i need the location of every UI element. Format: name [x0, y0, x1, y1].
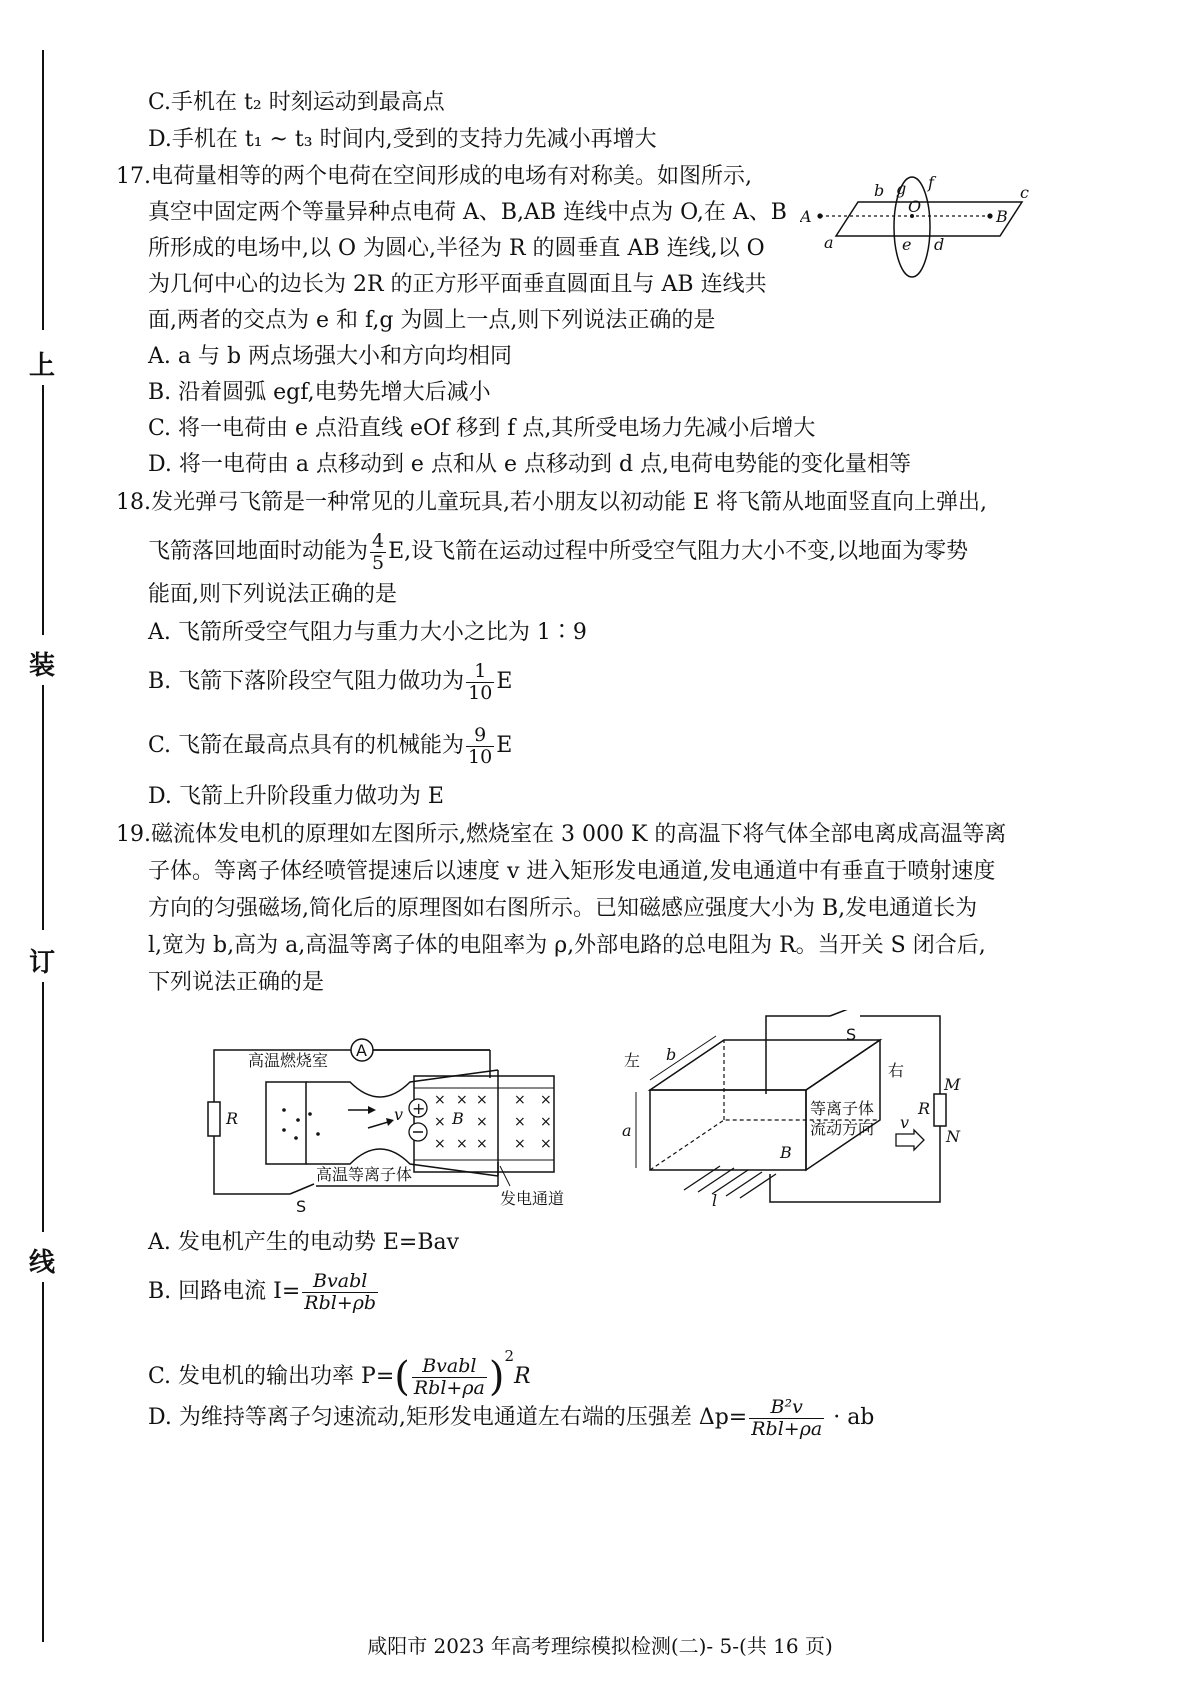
q17-option-d: D. 将一电荷由 a 点移动到 e 点和从 e 点移动到 d 点,电荷电势能的变化量相等 [148, 452, 912, 477]
q17-figure [800, 172, 1030, 282]
plus-sign: + [412, 1099, 426, 1118]
page-footer: 咸阳市 2023 年高考理综模拟检测(二)- 5-(共 16 页) [367, 1634, 833, 1658]
flow-arrow-1-head [368, 1106, 376, 1114]
q18-frac-4-5 [370, 531, 386, 574]
binding-line-5 [42, 1282, 44, 1642]
q19-option-b [148, 1268, 380, 1316]
q18-stem-2-pre: 飞箭落回地面时动能为 [148, 539, 369, 564]
frac-den: Rbl+ρa [413, 1376, 485, 1399]
frac-num: B²v [749, 1397, 824, 1419]
resistor-label: R [226, 1109, 239, 1128]
q19-right-figure [620, 1010, 980, 1210]
label-O: O [908, 197, 922, 216]
width-dimension [650, 1036, 716, 1080]
q18-option-b-pre: B. 飞箭下落阶段空气阻力做功为 [148, 669, 465, 694]
label-B: B [996, 207, 1008, 226]
binding-line-2 [42, 385, 44, 635]
gutter-char-shang: 上 [28, 351, 55, 381]
q19-option-a: A. 发电机产生的电动势 E=Bav [148, 1230, 460, 1255]
q16-option-c: C.手机在 t₂ 时刻运动到最高点 [148, 90, 445, 115]
gutter-char-xian: 线 [28, 1248, 55, 1278]
resistor-label: R [918, 1099, 931, 1118]
q19-stem-3: 方向的匀强磁场,简化后的原理图如右图所示。已知磁感应强度大小为 B,发电通道长为 [148, 896, 978, 921]
q19-stem-2: 子体。等离子体经喷管提速后以速度 v 进入矩形发电通道,发电通道中有垂直于喷射速度 [148, 859, 996, 884]
label-b: b [874, 181, 885, 200]
binding-line-4 [42, 982, 44, 1232]
q19-option-d [148, 1392, 874, 1444]
left-paren: ( [394, 1354, 410, 1400]
frac-num: 4 [372, 529, 385, 552]
right-paren: ) [488, 1354, 505, 1400]
frac-num: 1 [466, 661, 494, 683]
q17-stem-5: 面,两者的交点为 e 和 f,g 为圆上一点,则下列说法正确的是 [148, 308, 716, 333]
svg-text:×: × [514, 1092, 526, 1108]
q17-stem-1: 17.电荷量相等的两个电荷在空间形成的电场有对称美。如图所示, [116, 164, 752, 189]
label-g: g [896, 179, 907, 198]
channel-label: 发电通道 [500, 1189, 565, 1208]
q17-stem-2: 真空中固定两个等量异种点电荷 A、B,AB 连线中点为 O,在 A、B [148, 200, 787, 225]
q19-b-fraction [302, 1271, 378, 1314]
q19-stem-4: l,宽为 b,高为 a,高温等离子体的电阻率为 ρ,外部电路的总电阻为 R。当开关 S 闭合后, [148, 933, 986, 958]
svg-text:×: × [456, 1136, 468, 1152]
velocity-label: v [900, 1113, 910, 1132]
gutter-char-ding: 订 [28, 948, 55, 978]
ammeter-label: A [356, 1041, 367, 1060]
switch-label: S [296, 1197, 307, 1212]
velocity-label: v [394, 1105, 404, 1124]
field-label: B [452, 1109, 464, 1128]
q18-stem-3: 能面,则下列说法正确的是 [148, 582, 397, 607]
label-N: N [946, 1127, 960, 1146]
q19-stem-1: 19.磁流体发电机的原理如左图所示,燃烧室在 3 000 K 的高温下将气体全部电离成高温等离 [116, 822, 1007, 847]
svg-text:×: × [476, 1136, 488, 1152]
flow-arrow-2 [368, 1122, 388, 1128]
frac-den: Rbl+ρa [751, 1417, 823, 1440]
label-M: M [944, 1075, 961, 1094]
frac-den: 5 [372, 551, 385, 574]
q18-stem-2-post: E,设飞箭在运动过程中所受空气阻力大小不变,以地面为零势 [388, 539, 969, 564]
channel-pointer [500, 1166, 510, 1186]
frac-den: 10 [468, 745, 493, 768]
flow-label-2: 流动方向 [810, 1119, 875, 1138]
q17-option-a: A. a 与 b 两点场强大小和方向均相同 [148, 344, 513, 369]
q18-option-c-post: E [496, 733, 513, 758]
label-left: 左 [624, 1051, 641, 1070]
q19-d-fraction [749, 1397, 824, 1440]
svg-text:×: × [434, 1114, 446, 1130]
svg-text:×: × [540, 1092, 552, 1108]
label-A: A [800, 207, 812, 226]
box-top [650, 1040, 880, 1090]
svg-text:×: × [540, 1114, 552, 1130]
resistor-icon [208, 1102, 220, 1136]
binding-line-1 [42, 50, 44, 330]
q17-option-b: B. 沿着圆弧 egf,电势先增大后减小 [148, 380, 491, 405]
q18-option-d: D. 飞箭上升阶段重力做功为 E [148, 784, 444, 809]
label-right: 右 [888, 1061, 905, 1080]
combustion-chamber [266, 1082, 306, 1164]
q19-stem-5: 下列说法正确的是 [148, 970, 325, 995]
q17-stem-3: 所形成的电场中,以 O 为圆心,半径为 R 的圆垂直 AB 连线,以 O [148, 236, 765, 261]
plasma-dots [282, 1108, 320, 1140]
q19-option-d-post: · ab [833, 1405, 875, 1430]
q18-option-c [148, 724, 512, 768]
q18-stem-2 [148, 530, 968, 574]
svg-text:×: × [514, 1114, 526, 1130]
flow-arrow-icon [896, 1130, 924, 1150]
q18-stem-1: 18.发光弹弓飞箭是一种常见的儿童玩具,若小朋友以初动能 E 将飞箭从地面竖直向上弹出, [116, 490, 988, 515]
label-f: f [928, 173, 934, 192]
frac-den: 10 [468, 681, 493, 704]
circuit-wire-top [766, 1016, 830, 1094]
label-e: e [902, 235, 912, 254]
q19-option-c-pre: C. 发电机的输出功率 P= [148, 1364, 395, 1389]
charge-b-dot [987, 213, 992, 218]
frac-den: Rbl+ρb [304, 1291, 377, 1314]
switch-icon [290, 1184, 314, 1194]
q19-option-c-post: R [514, 1364, 531, 1389]
q17-option-c: C. 将一电荷由 e 点沿直线 eOf 移到 f 点,其所受电场力先减小后增大 [148, 416, 816, 441]
flow-label-1: 等离子体 [810, 1099, 875, 1118]
charge-a-dot [817, 213, 822, 218]
binding-line-3 [42, 685, 44, 930]
q18-option-b [148, 660, 512, 704]
q18-option-a: A. 飞箭所受空气阻力与重力大小之比为 1∶9 [148, 620, 587, 645]
q17-stem-4: 为几何中心的边长为 2R 的正方形平面垂直圆面且与 AB 连线共 [148, 272, 767, 297]
svg-text:×: × [434, 1092, 446, 1108]
field-label: B [780, 1143, 792, 1162]
q18-option-b-post: E [496, 669, 513, 694]
gutter-char-zhuang: 装 [28, 651, 55, 681]
label-height: a [622, 1121, 632, 1140]
switch-label: S [846, 1025, 857, 1044]
label-length: l [712, 1191, 718, 1210]
label-a: a [824, 233, 834, 252]
resistor-icon [934, 1094, 946, 1126]
frac-num: 9 [466, 725, 494, 747]
q16-option-d: D.手机在 t₁ ~ t₃ 时间内,受到的支持力先减小再增大 [148, 127, 657, 152]
plasma-label: 高温等离子体 [316, 1165, 413, 1184]
svg-text:×: × [476, 1092, 488, 1108]
circuit-wire-right [860, 1016, 940, 1094]
q18-option-c-pre: C. 飞箭在最高点具有的机械能为 [148, 733, 465, 758]
q18-frac-9-10 [466, 725, 494, 768]
svg-text:×: × [476, 1114, 488, 1130]
svg-text:×: × [456, 1092, 468, 1108]
label-width: b [666, 1045, 677, 1064]
q18-frac-1-10 [466, 661, 494, 704]
label-c: c [1020, 183, 1029, 202]
q19-c-exponent: 2 [504, 1347, 514, 1365]
svg-text:×: × [514, 1136, 526, 1152]
field-arrows [684, 1166, 776, 1198]
svg-text:×: × [434, 1136, 446, 1152]
q19-option-d-pre: D. 为维持等离子匀速流动,矩形发电通道左右端的压强差 Δp= [148, 1405, 748, 1430]
frac-num: Bvabl [412, 1356, 487, 1378]
q19-option-b-pre: B. 回路电流 I= [148, 1279, 301, 1304]
svg-text:×: × [540, 1136, 552, 1152]
switch-icon [830, 1010, 856, 1016]
chamber-label: 高温燃烧室 [248, 1051, 329, 1070]
flow-arrow-2-head [386, 1118, 394, 1126]
label-d: d [934, 235, 945, 254]
frac-num: Bvabl [302, 1271, 378, 1293]
q19-left-figure [200, 1022, 600, 1212]
